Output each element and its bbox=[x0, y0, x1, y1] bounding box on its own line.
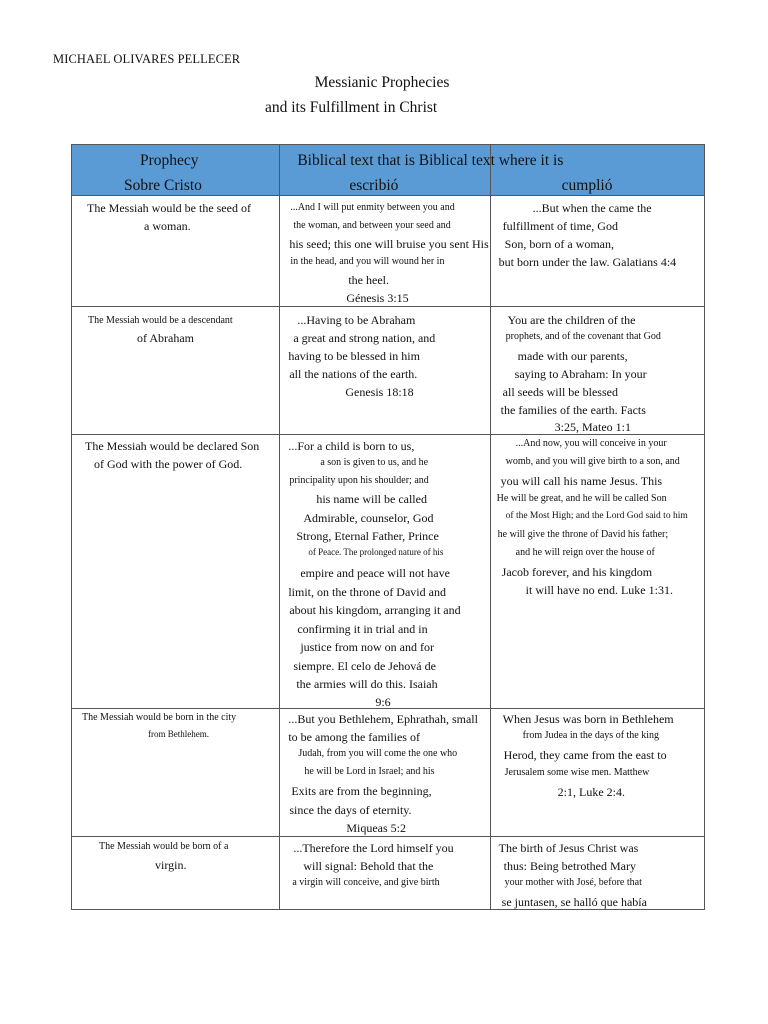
document-title-line-1: Messianic Prophecies bbox=[314, 74, 450, 91]
fulfilled-text-line: saying to Abraham: In your bbox=[514, 367, 647, 381]
table-row bbox=[72, 435, 705, 709]
header-cell-written bbox=[280, 145, 564, 196]
written-text-line: a son is given to us, and he bbox=[320, 457, 429, 468]
table-header-row bbox=[72, 145, 705, 196]
fulfilled-text-line: Son, born of a woman, bbox=[504, 237, 614, 251]
written-text-line: Genesis 18:18 bbox=[345, 385, 414, 399]
cell-written bbox=[280, 709, 490, 837]
written-text-line: ...For a child is born to us, bbox=[288, 439, 415, 453]
table-row bbox=[72, 307, 705, 435]
fulfilled-text-line: ...But when the came the bbox=[532, 201, 652, 215]
fulfilled-text-line: se juntasen, se halló que había bbox=[501, 895, 647, 909]
written-text-line: the armies will do this. Isaiah bbox=[296, 677, 438, 691]
header-fulfilled-line-2: cumplió bbox=[561, 177, 613, 194]
fulfilled-text-line: the families of the earth. Facts bbox=[500, 403, 646, 417]
written-text-line: he will be Lord in Israel; and his bbox=[304, 766, 435, 777]
header-cell-prophecy bbox=[72, 145, 280, 196]
written-text-line: siempre. El celo de Jehová de bbox=[293, 659, 436, 673]
cell-written bbox=[280, 196, 490, 307]
cell-prophecy bbox=[72, 709, 280, 837]
fulfilled-text-line: 3:25, Mateo 1:1 bbox=[554, 420, 631, 434]
written-text-line: Strong, Eternal Father, Prince bbox=[296, 529, 439, 543]
prophecy-line: The Messiah would be a descendant bbox=[88, 315, 233, 326]
fulfilled-text-line: When Jesus was born in Bethlehem bbox=[502, 712, 674, 726]
written-text-line: will signal: Behold that the bbox=[303, 859, 434, 873]
fulfilled-text-line: he will give the throne of David his father; bbox=[497, 529, 669, 540]
cell-fulfilled bbox=[490, 435, 704, 709]
written-text-line: a virgin will conceive, and give birth bbox=[292, 877, 440, 888]
written-text-line: ...Therefore the Lord himself you bbox=[293, 841, 454, 855]
prophecy-line: The Messiah would be born in the city bbox=[82, 712, 237, 723]
fulfilled-text-line: of the Most High; and the Lord God said to him bbox=[505, 511, 688, 521]
written-text-line: Judah, from you will come the one who bbox=[298, 748, 458, 759]
header-prophecy-line-1: Prophecy bbox=[140, 152, 199, 169]
written-text-line: ...Having to be Abraham bbox=[297, 313, 416, 327]
fulfilled-text-line: and he will reign over the house of bbox=[515, 547, 655, 558]
written-text-line: the heel. bbox=[348, 273, 389, 287]
written-text-line: about his kingdom, arranging it and bbox=[289, 603, 461, 617]
cell-fulfilled bbox=[490, 709, 704, 837]
fulfilled-text-line: from Judea in the days of the king bbox=[522, 730, 660, 741]
fulfilled-text-line: but born under the law. Galatians 4:4 bbox=[498, 255, 677, 269]
cell-prophecy bbox=[72, 307, 280, 435]
prophecy-line: The Messiah would be the seed of bbox=[87, 201, 251, 215]
fulfilled-text-line: made with our parents, bbox=[517, 349, 628, 363]
written-text-line: justice from now on and for bbox=[300, 640, 434, 654]
fulfilled-text-line: You are the children of the bbox=[507, 313, 636, 327]
fulfilled-text-line: Jerusalem some wise men. Matthew bbox=[504, 767, 650, 778]
written-text-line: the woman, and between your seed and bbox=[293, 220, 451, 231]
prophecy-line: The Messiah would be born of a bbox=[99, 841, 229, 852]
table-row bbox=[72, 196, 705, 307]
cell-fulfilled bbox=[490, 196, 704, 307]
prophecy-line: of Abraham bbox=[137, 331, 194, 345]
cell-prophecy bbox=[72, 196, 280, 307]
written-text-line: Exits are from the beginning, bbox=[291, 784, 432, 798]
written-text-line: confirming it in trial and in bbox=[297, 622, 428, 636]
written-text-line: ...And I will put enmity between you and bbox=[290, 202, 455, 213]
written-text-line: his seed; this one will bruise you sent His bbox=[289, 237, 489, 251]
written-text-line: since the days of eternity. bbox=[289, 803, 412, 817]
cell-written bbox=[280, 307, 490, 435]
written-text-line: Miqueas 5:2 bbox=[346, 821, 406, 835]
written-text-line: 9:6 bbox=[375, 695, 391, 709]
cell-fulfilled bbox=[490, 837, 704, 910]
fulfilled-text-line: 2:1, Luke 2:4. bbox=[557, 785, 625, 799]
cell-written bbox=[280, 837, 490, 910]
fulfilled-text-line: womb, and you will give birth to a son, and bbox=[505, 456, 680, 467]
table-row bbox=[72, 837, 705, 910]
prophecy-line: from Bethlehem. bbox=[148, 729, 209, 739]
table-row bbox=[72, 709, 705, 837]
fulfilled-text-line: The birth of Jesus Christ was bbox=[498, 841, 639, 855]
fulfilled-text-line: He will be great, and he will be called Son bbox=[496, 493, 667, 504]
header-written-line-1: Biblical text that is Biblical text where it is bbox=[297, 152, 564, 169]
fulfilled-text-line: thus: Being betrothed Mary bbox=[503, 859, 636, 873]
written-text-line: empire and peace will not have bbox=[300, 566, 450, 580]
written-text-line: all the nations of the earth. bbox=[289, 367, 418, 381]
fulfilled-text-line: all seeds will be blessed bbox=[502, 385, 618, 399]
written-text-line: to be among the families of bbox=[288, 730, 420, 744]
written-text-line: having to be blessed in him bbox=[288, 349, 420, 363]
written-text-line: ...But you Bethlehem, Ephrathah, small bbox=[288, 712, 478, 726]
cell-written bbox=[280, 435, 490, 709]
document-title-line-2: and its Fulfillment in Christ bbox=[265, 99, 438, 116]
fulfilled-text-line: your mother with José, before that bbox=[504, 877, 642, 888]
cell-prophecy bbox=[72, 435, 280, 709]
written-text-line: his name will be called bbox=[316, 492, 427, 506]
written-text-line: limit, on the throne of David and bbox=[288, 585, 446, 599]
fulfilled-text-line: you will call his name Jesus. This bbox=[500, 474, 663, 488]
written-text-line: a great and strong nation, and bbox=[293, 331, 436, 345]
fulfilled-text-line: Herod, they came from the east to bbox=[503, 748, 667, 762]
cell-fulfilled bbox=[490, 307, 704, 435]
prophecy-line: of God with the power of God. bbox=[94, 457, 243, 471]
header-prophecy-line-2: Sobre Cristo bbox=[124, 177, 202, 194]
prophecy-table bbox=[71, 144, 705, 910]
prophecy-line: The Messiah would be declared Son bbox=[85, 439, 260, 453]
header-written-line-2: escribió bbox=[349, 177, 399, 194]
written-text-line: Admirable, counselor, God bbox=[303, 511, 434, 525]
author-name: MICHAEL OLIVARES PELLECER bbox=[53, 52, 241, 66]
cell-prophecy bbox=[72, 837, 280, 910]
fulfilled-text-line: Jacob forever, and his kingdom bbox=[501, 565, 653, 579]
prophecy-line: virgin. bbox=[155, 858, 187, 872]
written-text-line: of Peace. The prolonged nature of his bbox=[308, 547, 444, 557]
written-text-line: in the head, and you will wound her in bbox=[290, 256, 445, 267]
fulfilled-text-line: ...And now, you will conceive in your bbox=[515, 438, 667, 449]
fulfilled-text-line: prophets, and of the covenant that God bbox=[505, 331, 661, 342]
fulfilled-text-line: it will have no end. Luke 1:31. bbox=[525, 583, 673, 597]
prophecy-line: a woman. bbox=[144, 219, 191, 233]
fulfilled-text-line: fulfillment of time, God bbox=[502, 219, 618, 233]
written-text-line: Génesis 3:15 bbox=[346, 291, 409, 305]
written-text-line: principality upon his shoulder; and bbox=[289, 475, 429, 486]
